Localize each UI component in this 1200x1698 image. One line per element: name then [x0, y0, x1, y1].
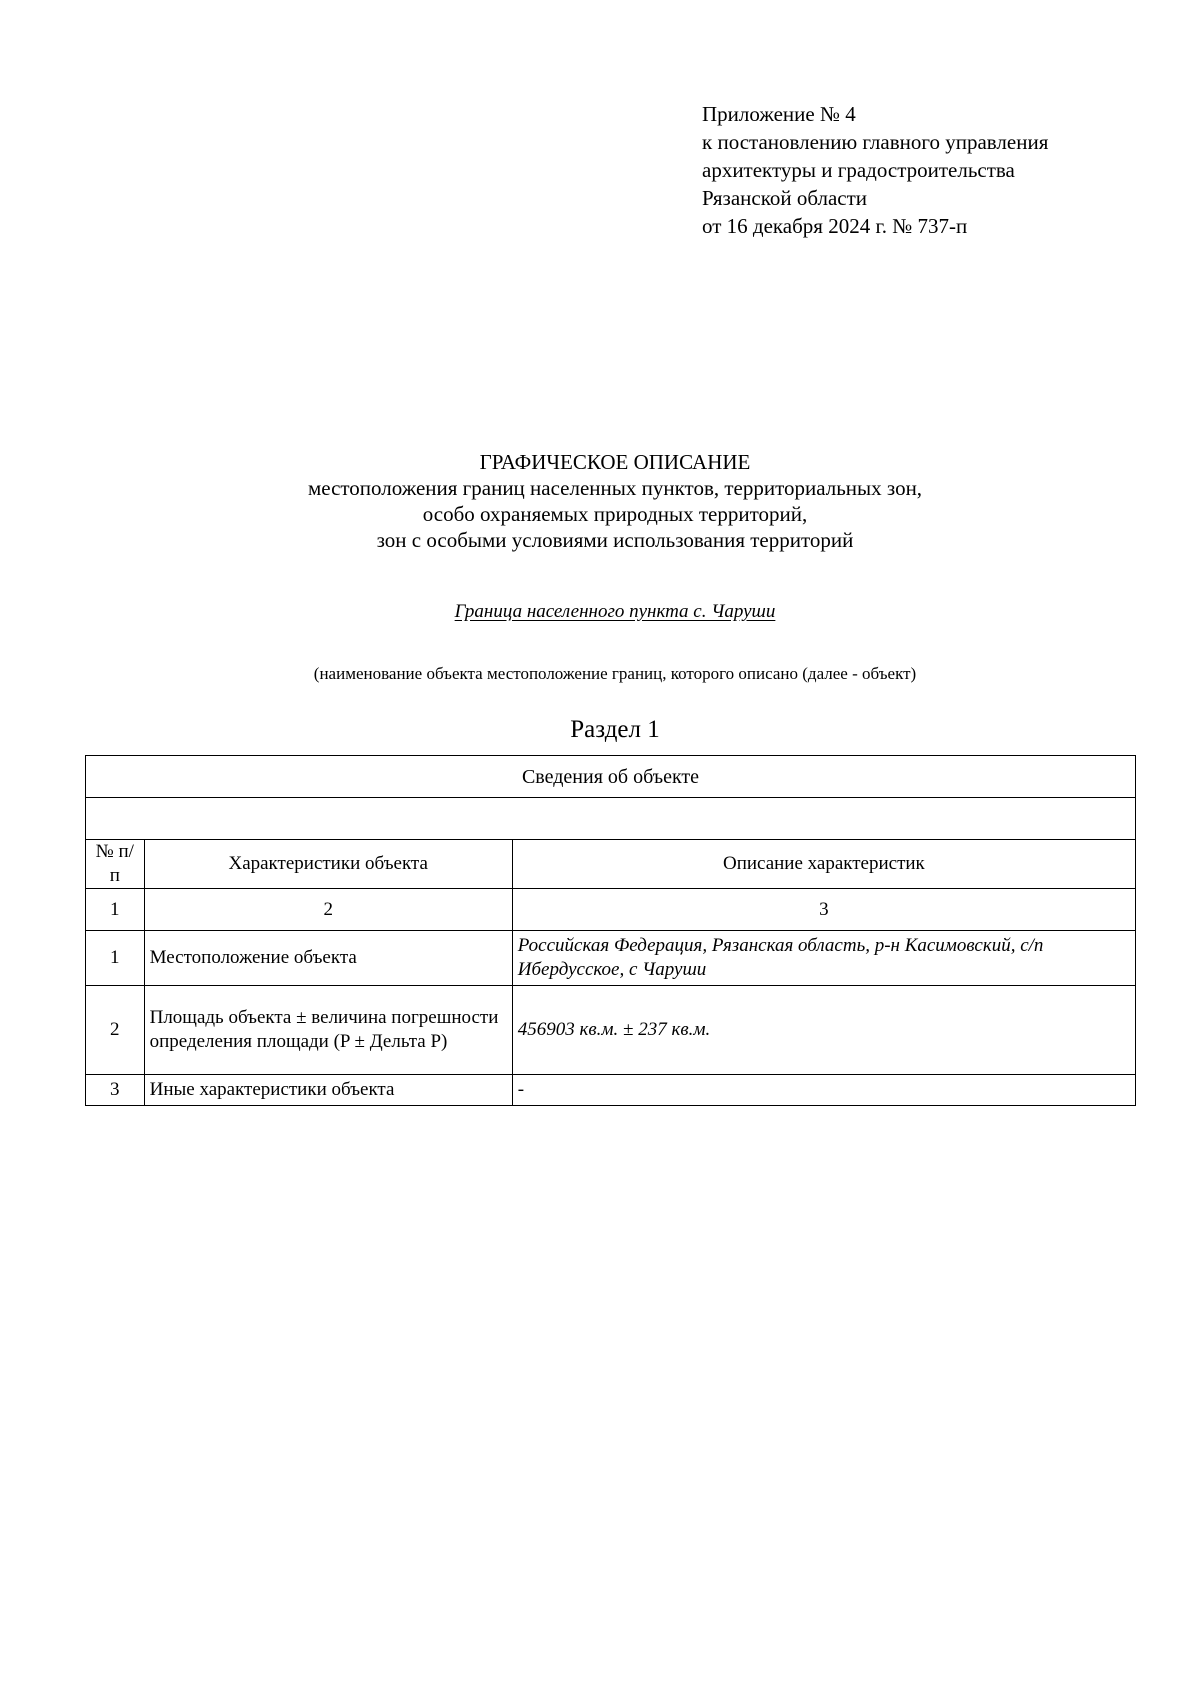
document-title	[0, 449, 1200, 553]
row-characteristic-cell: Иные характеристики объекта	[144, 1075, 512, 1106]
appendix-reference	[702, 100, 1048, 240]
column-number-cell: 1	[86, 889, 145, 931]
table-caption-row	[86, 756, 1136, 798]
table-blank-cell	[86, 798, 1136, 840]
row-description-cell: Российская Федерация, Рязанская область, р-н Касимовский, с/п Ибердусское, с Чаруши	[512, 931, 1135, 986]
appendix-line: архитектуры и градостроительства	[702, 158, 1015, 182]
column-number-cell: 3	[512, 889, 1135, 931]
row-characteristic-cell: Площадь объекта ± величина погрешности определения площади (P ± Дельта P)	[144, 986, 512, 1075]
section-title: Раздел 1	[570, 716, 660, 743]
row-number-cell: 2	[86, 986, 145, 1075]
column-number-cell: 2	[144, 889, 512, 931]
appendix-line: Приложение № 4	[702, 102, 856, 126]
title-heading: ГРАФИЧЕСКОЕ ОПИСАНИЕ	[479, 450, 751, 474]
appendix-line: Рязанской области	[702, 186, 868, 210]
table-blank-row	[86, 798, 1136, 840]
row-number-cell: 3	[86, 1075, 145, 1106]
object-name	[0, 600, 1200, 624]
table-row	[86, 986, 1136, 1075]
table-row	[86, 1075, 1136, 1106]
header-cell-characteristic: Характеристики объекта	[144, 840, 512, 889]
header-cell-description: Описание характеристик	[512, 840, 1135, 889]
table-column-number-row	[86, 889, 1136, 931]
row-description-cell: 456903 кв.м. ± 237 кв.м.	[512, 986, 1135, 1075]
object-info-table	[85, 755, 1136, 1106]
appendix-line: от 16 декабря 2024 г. № 737-п	[702, 214, 968, 238]
object-name-hint: (наименование объекта местоположение границ, которого описано (далее - объект)	[313, 664, 917, 683]
table-row	[86, 931, 1136, 986]
appendix-line: к постановлению главного управления	[702, 130, 1049, 154]
header-cell-number: № п/п	[86, 840, 145, 889]
title-line: местоположения границ населенных пунктов, территориальных зон,	[307, 476, 923, 500]
row-description-cell: -	[512, 1075, 1135, 1106]
row-characteristic-cell: Местоположение объекта	[144, 931, 512, 986]
object-name-text: Граница населенного пункта с. Чаруши	[454, 601, 776, 622]
row-number-cell: 1	[86, 931, 145, 986]
table-caption: Сведения об объекте	[86, 756, 1136, 798]
title-line: зон с особыми условиями использования территорий	[376, 528, 854, 552]
table-header-row	[86, 840, 1136, 889]
title-line: особо охраняемых природных территорий,	[422, 502, 808, 526]
